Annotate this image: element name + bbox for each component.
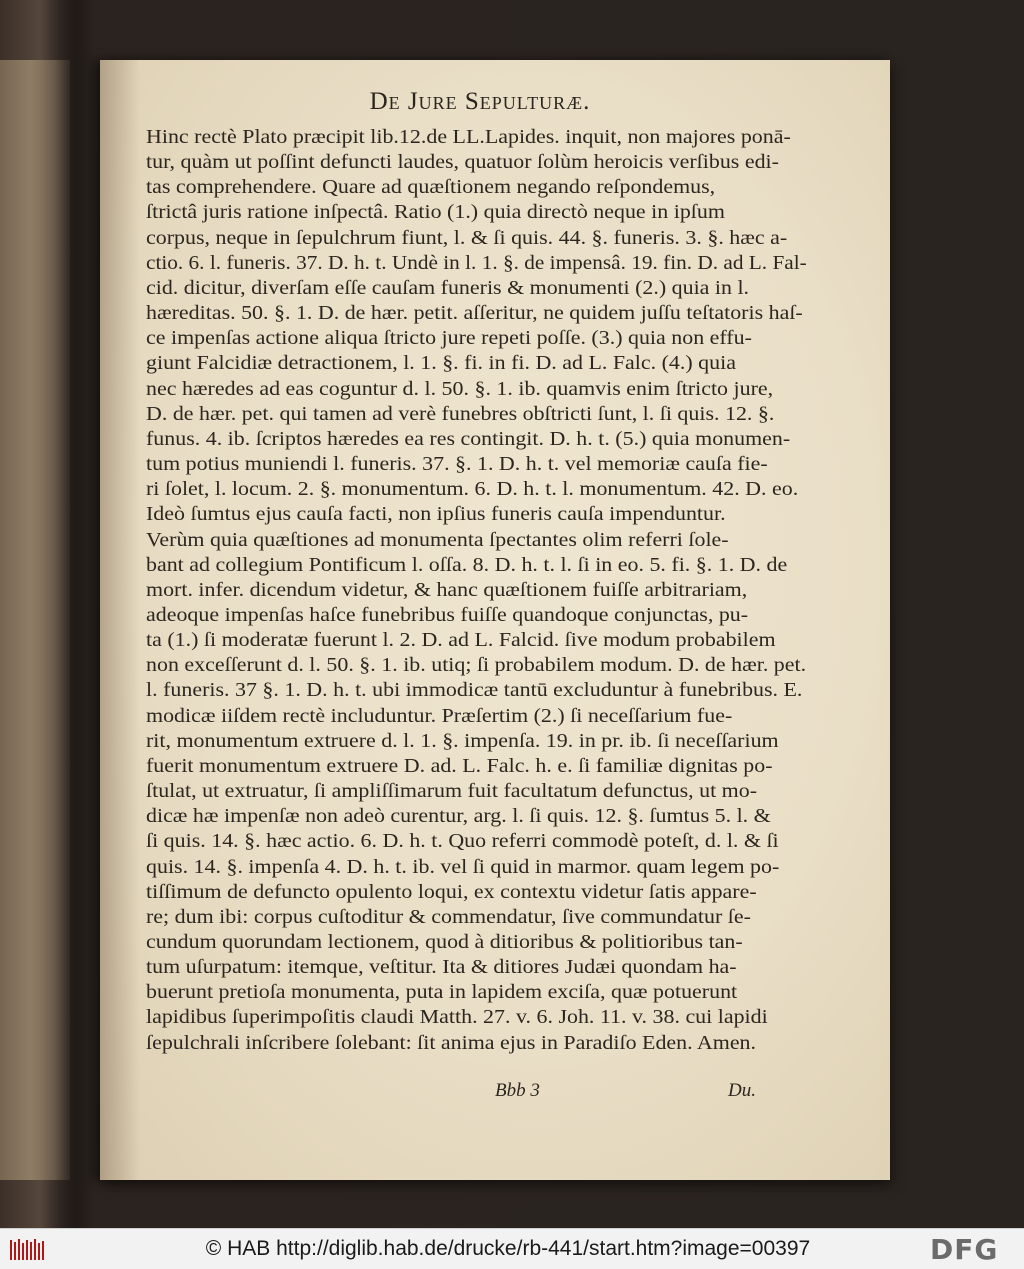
footer-bar <box>0 1228 1024 1269</box>
catchword: Du. <box>728 1080 756 1101</box>
book-page <box>100 60 890 1180</box>
text-line: funus. 4. ib. ſcriptos hæredes ea res contingit. D. h. t. (5.) quia monumen- <box>146 428 791 450</box>
text-line: tiſſimum de defuncto opulento loqui, ex contextu videtur ſatis appare- <box>146 881 757 903</box>
text-line: cundum quorundam lectionem, quod à ditioribus & politioribus tan- <box>146 932 743 953</box>
text-line: tur, quàm ut poſſint defuncti laudes, quatuor ſolùm heroicis verſibus edi- <box>146 152 779 174</box>
text-line: hæreditas. 50. §. 1. D. de hær. petit. aſſeritur, ne quidem juſſu teſtatoris haſ- <box>146 303 803 325</box>
text-line: cid. dicitur, diverſam eſſe cauſam funeris & monumenti (2.) quia in l. <box>146 277 750 299</box>
text-line: mort. infer. dicendum videtur, & hanc quæſtionem fuiſſe arbitrariam, <box>146 579 748 601</box>
text-line: ce impenſas actione aliqua ſtricto jure repeti poſſe. (3.) quia non effu- <box>146 328 752 350</box>
text-line: ctio. 6. l. funeris. 37. D. h. t. Undè in l. 1. §. de impensâ. 19. fin. D. ad L. Fal- <box>146 252 807 274</box>
text-line: quis. 14. §. impenſa 4. D. h. t. ib. vel ſi quid in marmor. quam legem po- <box>146 856 780 878</box>
text-line: corpus, neque in ſepulchrum fiunt, l. & ſi quis. 44. §. funeris. 3. §. hæc a- <box>146 227 788 249</box>
hab-logo-icon <box>8 1237 48 1263</box>
text-line: ta (1.) ſi moderatæ fuerunt l. 2. D. ad L. Falcid. ſive modum probabilem <box>146 630 776 652</box>
text-line: re; dum ibi: corpus cuſtoditur & commendatur, ſive commundatur ſe- <box>146 906 751 928</box>
text-line: rit, monumentum extruere d. l. 1. §. impenſa. 19. in pr. ib. ſi neceſſarium <box>146 730 779 752</box>
text-line: lapidibus ſuperimpoſitis claudi Matth. 27. v. 6. Joh. 11. v. 38. cui lapidi <box>146 1007 768 1029</box>
text-line: Hinc rectè Plato præcipit lib.12.de LL.Lapides. inquit, non majores ponā- <box>146 127 791 148</box>
text-line: ri ſolet, l. locum. 2. §. monumentum. 6. D. h. t. l. monumentum. 42. D. eo. <box>146 479 799 501</box>
text-line: ſi quis. 14. §. hæc actio. 6. D. h. t. Quo referri commodè poteſt, d. l. & ſi <box>146 831 779 853</box>
text-line: tas comprehendere. Quare ad quæſtionem negando reſpondemus, <box>146 177 716 199</box>
text-line: bant ad collegium Pontificum l. oſſa. 8. D. h. t. l. ſi in eo. 5. fi. §. 1. D. de <box>146 554 788 576</box>
text-line: tum uſurpatum: itemque, veſtitur. Ita & ditiores Judæi quondam ha- <box>146 957 737 979</box>
signature-mark: Bbb 3 <box>495 1080 540 1101</box>
text-line: modicæ iiſdem rectè includuntur. Præſertim (2.) ſi neceſſarium fue- <box>146 705 733 727</box>
dfg-logo: DFG <box>930 1233 999 1266</box>
text-line: ſepulchrali inſcribere ſolebant: ſit anima ejus in Paradiſo Eden. Amen. <box>146 1032 757 1054</box>
text-line: D. de hær. pet. qui tamen ad verè funebres obſtricti ſunt, l. ſi quis. 12. §. <box>146 403 775 425</box>
citation-link[interactable]: © HAB http://diglib.hab.de/drucke/rb-441/start.htm?image=00397 <box>205 1237 811 1260</box>
body-text <box>146 125 806 1056</box>
text-line: ſtulat, ut extruatur, ſi ampliſſimarum fuit facultatum defunctus, ut mo- <box>146 781 758 803</box>
text-line: nec hæredes ad eas coguntur d. l. 50. §. 1. ib. quamvis enim ſtricto jure, <box>146 378 774 400</box>
text-line: adeoque impenſas haſce funebribus fuiſſe quandoque conjunctas, pu- <box>146 604 749 626</box>
text-line: tum potius muniendi l. funeris. 37. §. 1. D. h. t. vel memoriæ cauſa fie- <box>146 454 768 476</box>
text-line: Ideò ſumtus ejus cauſa facti, non ipſius funeris cauſa impenduntur. <box>146 504 726 526</box>
text-line: fuerit monumentum extruere D. ad. L. Falc. h. e. ſi familiæ dignitas po- <box>146 755 773 777</box>
text-line: buerunt pretioſa monumenta, puta in lapidem exciſa, quæ potuerunt <box>146 982 738 1004</box>
previous-page-edge <box>0 60 70 1180</box>
text-line: l. funeris. 37 §. 1. D. h. t. ubi immodicæ tantū excluduntur à funebribus. E. <box>146 680 803 702</box>
text-line: Verùm quia quæſtiones ad monumenta ſpectantes olim referri ſole- <box>146 529 729 551</box>
text-line: dicæ hæ impenſæ non adeò curentur, arg. l. ſi quis. 12. §. ſumtus 5. l. & <box>146 806 771 828</box>
text-line: ſtrictâ juris ratione inſpectâ. Ratio (1.) quia directò neque in ipſum <box>146 202 725 224</box>
text-line: giunt Falcidiæ detractionem, l. 1. §. fi. in fi. D. ad L. Falc. (4.) quia <box>146 353 736 375</box>
text-line: non exceſſerunt d. l. 50. §. 1. ib. utiq; ſi probabilem modum. D. de hær. pet. <box>146 655 807 677</box>
running-head: De Jure Sepulturæ. <box>369 88 591 115</box>
